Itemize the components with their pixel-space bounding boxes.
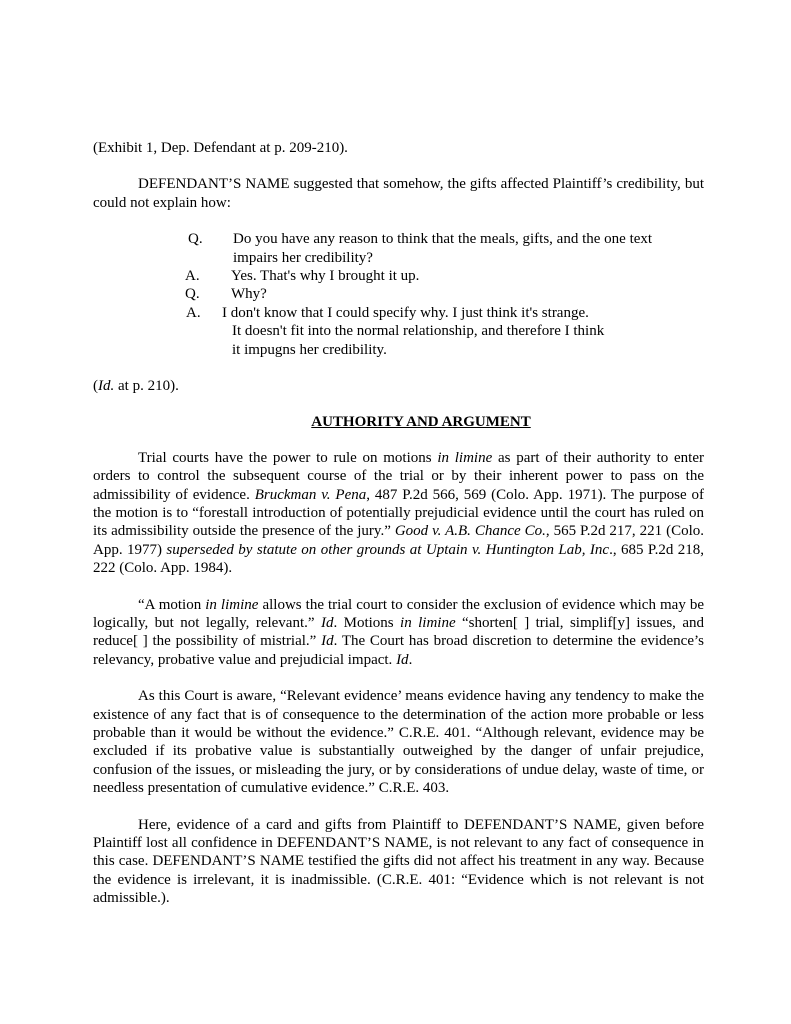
paragraph-motion-definition	[93, 596, 704, 670]
text-span: . Motions	[333, 615, 401, 632]
qa-line	[93, 285, 704, 303]
text-span: Trial courts have the power to rule on motions	[138, 449, 438, 466]
case-citation: Bruckman v. Pena	[254, 486, 367, 503]
text-span: “A motion	[138, 596, 206, 613]
id-cite-id: Id.	[98, 377, 115, 394]
qa-line	[93, 341, 704, 359]
qa-label: A.	[186, 304, 201, 321]
text-span: allows the trial court to consider the exclusion of evidence which may be logically, but not legally, relevant.”	[93, 596, 704, 632]
qa-label: Q.	[188, 231, 203, 248]
id-citation-inline: Id	[320, 615, 334, 632]
case-citation: superseded by statute on other grounds at Uptain v. Huntington Lab, Inc	[166, 541, 610, 558]
italic-span: in limine	[437, 449, 493, 466]
qa-text: Why?	[231, 286, 267, 303]
qa-line	[93, 267, 704, 285]
qa-line	[93, 322, 704, 340]
italic-span: in limine	[400, 615, 456, 632]
text-span: , 565 P.2d 217, 221 (Colo. App. 1977)	[93, 523, 704, 558]
id-citation-inline: Id	[321, 633, 334, 650]
exhibit-citation: (Exhibit 1, Dep. Defendant at p. 209-210).	[93, 140, 348, 156]
id-cite-open: (	[93, 377, 98, 394]
id-citation	[93, 377, 704, 395]
case-citation: Good v. A.B. Chance Co.	[394, 523, 546, 540]
text-span: . The Court has broad discretion to determine the evidence’s relevancy, probative value and prejudicial impact.	[93, 633, 704, 668]
qa-line	[93, 304, 704, 322]
document-page	[93, 139, 704, 908]
qa-text: it impugns her credibility.	[232, 341, 387, 358]
paragraph-motions-in-limine	[93, 449, 704, 578]
section-heading: AUTHORITY AND ARGUMENT	[311, 414, 531, 431]
id-citation-inline: Id	[396, 651, 409, 668]
qa-text: Yes. That's why I brought it up.	[231, 268, 420, 284]
qa-line	[93, 230, 704, 248]
qa-text: impairs her credibility?	[233, 249, 373, 266]
text-span: as part of their authority to enter orders to control the subsequent course of the trial or by their inherent power to pass on the admissibility of evidence.	[93, 449, 704, 503]
text-span: ., 685 P.2d 218, 222 (Colo. App. 1984).	[93, 541, 704, 577]
text-span: , 487 P.2d 566, 569 (Colo. App. 1971). The purpose of the motion is to “forestall introduction of potentially prejudicial evidence until the court has ruled on its admissibility outside the presence of the jury.”	[93, 486, 705, 540]
text-span: .	[408, 651, 413, 668]
id-cite-rest: at p. 210).	[114, 377, 179, 394]
qa-label: A.	[185, 268, 200, 284]
qa-text: I don't know that I could specify why. I just think it's strange.	[222, 304, 589, 321]
qa-text: Do you have any reason to think that the meals, gifts, and the one text	[233, 231, 653, 248]
qa-line	[93, 249, 704, 267]
italic-span: in limine	[205, 596, 259, 613]
qa-label: Q.	[185, 286, 200, 303]
intro-paragraph: DEFENDANT’S NAME suggested that somehow, the gifts affected Plaintiff’s credibility, but could not explain how:	[93, 176, 704, 211]
deposition-excerpt	[93, 230, 704, 359]
paragraph-relevant-evidence: As this Court is aware, “Relevant evidence’ means evidence having any tendency to make the existence of any fact that is of consequence to the determination of the action more probable or less probable than it would be without the evidence.” C.R.E. 401. “Although relevant, evidence may be excluded if its probative value is substantially outweighed by the danger of unfair prejudice, confusion of the issues, or misleading the jury, or by considerations of undue delay, waste of time, or needless presentation of cumulative evidence.” C.R.E. 403.	[93, 688, 704, 797]
qa-text: It doesn't fit into the normal relationship, and therefore I think	[232, 323, 605, 340]
text-span: “shorten[ ] trial, simplif[y] issues, and reduce[ ] the possibility of mistrial.”	[93, 615, 705, 650]
paragraph-card-and-gifts: Here, evidence of a card and gifts from Plaintiff to DEFENDANT’S NAME, given before Plaintiff lost all confidence in DEFENDANT’S NAME, is not relevant to any fact of consequence in this case. DEFENDANT’S NAME testified the gifts did not affect his treatment in any way. Because the evidence is irrelevant, it is inadmissible. (C.R.E. 401: “Evidence which is not relevant is not admissible.).	[93, 816, 704, 907]
